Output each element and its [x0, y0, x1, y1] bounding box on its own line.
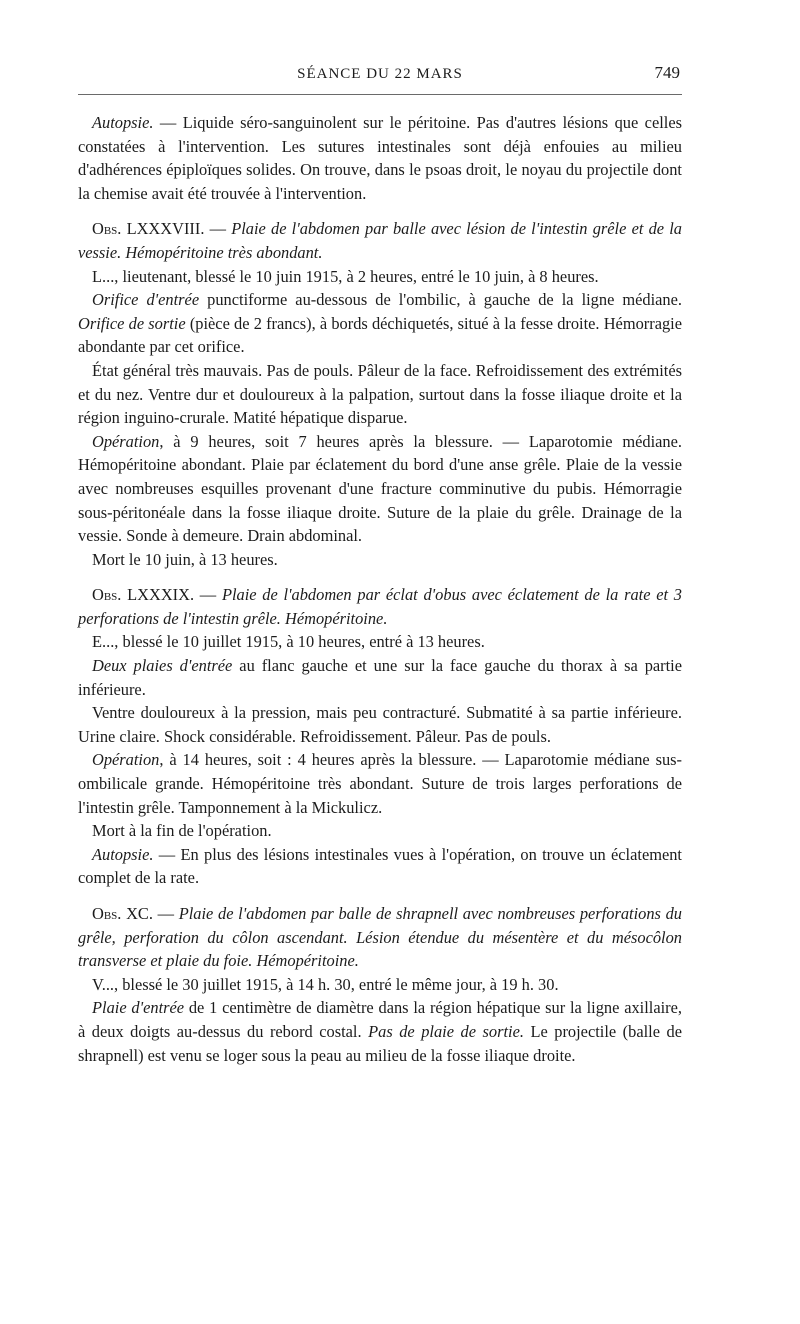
patient-line: L..., lieutenant, blessé le 10 juin 1915, à 2 heures, entré le 10 juin, à 8 heures. — [92, 266, 599, 286]
death-line: Mort à la fin de l'opération. — [92, 821, 272, 841]
page-header — [78, 60, 682, 95]
operation-text: , à 9 heures, soit 7 heures après la blessure. — Laparotomie médiane. Hémopéritoine abondant. Plaie par éclatement du bord d'une anse grêle. Plaie de la vessie avec nombreuses esquilles provenant d'une fracture comminutive du pubis. Hémorragie sous-péritonéale dans la fosse iliaque droite. Suture de la plaie du grêle. Drainage de la vessie. Sonde à demeure. Drain abdominal. — [78, 431, 682, 546]
observation-90-heading — [78, 902, 682, 973]
wounds-text: au flanc gauche et une sur la face gauche du thorax à sa partie inférieure. — [78, 656, 682, 699]
entry-wound-paragraph — [78, 288, 682, 359]
patient-line: V..., blessé le 30 juillet 1915, à 14 h. 30, entré le même jour, à 19 h. 30. — [92, 974, 559, 994]
observation-title: Plaie de l'abdomen par balle de shrapnell avec nombreuses perforations du grêle, perforation du côlon ascendant. Lésion étendue du mésentère et du mésocôlon transverse et plaie du foie. Hémopéritoine. — [78, 904, 682, 971]
autopsy-lead: Autopsie. — [92, 844, 154, 864]
dash: — — [194, 585, 222, 605]
exit-text: (pièce de 2 francs), à bords déchiquetés, situé à la fesse droite. Hémorragie abondante par cet orifice. — [78, 313, 682, 357]
autopsy-lead: Autopsie. — [92, 113, 154, 132]
observation-label: Obs. LXXXVIII. — [92, 219, 205, 239]
operation-paragraph — [78, 748, 682, 819]
death-line: Mort le 10 juin, à 13 heures. — [92, 549, 278, 569]
no-exit-wound: Pas de plaie de sortie. — [368, 1021, 524, 1041]
document-page — [78, 60, 682, 1067]
entry-wound-paragraph — [78, 996, 682, 1067]
observation-89-heading — [78, 583, 682, 630]
operation-paragraph — [78, 430, 682, 548]
observation-label: Obs. LXXXIX. — [92, 585, 195, 605]
wounds-paragraph — [78, 654, 682, 701]
operation-lead: Opération — [92, 431, 160, 451]
autopsy-paragraph — [78, 111, 682, 205]
general-state-paragraph: État général très mauvais. Pas de pouls. Pâleur de la face. Refroidissement des extrémités et du nez. Ventre dur et douloureux à la palpation, surtout dans la fosse iliaque droite et la région inguino-crurale. Matité hépatique disparue. — [78, 360, 682, 428]
observation-title: Plaie de l'abdomen par balle avec lésion de l'intestin grêle et de la vessie. Hémopéritoine très abondant. — [78, 219, 683, 262]
observation-title: Plaie de l'abdomen par éclat d'obus avec éclatement de la rate et 3 perforations de l'intestin grêle. Hémopéritoine. — [78, 585, 682, 628]
dash: — — [204, 219, 232, 239]
running-head: SÉANCE DU 22 MARS — [297, 66, 463, 82]
observation-label: Obs. XC. — [92, 904, 153, 923]
entry-text: de 1 centimètre de diamètre dans la région hépatique sur la ligne axillaire, à deux doigts au-dessus du rebord costal. — [78, 998, 682, 1041]
projectile-text: Le projectile (balle de shrapnell) est venu se loger sous la peau au milieu de la fosse iliaque droite. — [78, 1021, 682, 1065]
autopsy-paragraph — [78, 843, 682, 890]
wounds-lead: Deux plaies d'entrée — [92, 656, 233, 676]
observation-88-heading — [78, 217, 682, 264]
entry-text: punctiforme au-dessous de l'ombilic, à gauche de la ligne médiane. — [199, 290, 682, 310]
dash: — — [152, 904, 179, 923]
entry-lead: Orifice d'entrée — [92, 290, 200, 310]
exit-lead: Orifice de sortie — [78, 313, 186, 333]
autopsy-text: — Liquide séro-sanguinolent sur le péritoine. Pas d'autres lésions que celles constatées à l'intervention. Les sutures intestinales sont déjà enfouies au milieu d'adhérences épiploïques solides. On trouve, dans le psoas droit, le noyau du projectile dont la chemise avait été trouvée à l'intervention. — [78, 113, 682, 203]
patient-line: E..., blessé le 10 juillet 1915, à 10 heures, entré à 13 heures. — [92, 632, 485, 652]
general-state-paragraph: Ventre douloureux à la pression, mais peu contracturé. Submatité à sa partie inférieure. Urine claire. Shock considérable. Refroidissement. Pâleur. Pas de pouls. — [78, 703, 682, 746]
operation-text: , à 14 heures, soit : 4 heures après la blessure. — Laparotomie médiane sus-ombilicale grande. Hémopéritoine très abondant. Suture de trois larges perforations de l'intestin grêle. Tamponnement à la Mickulicz. — [78, 750, 682, 817]
autopsy-text: — En plus des lésions intestinales vues à l'opération, on trouve un éclatement complet de la rate. — [78, 844, 682, 888]
operation-lead: Opération — [92, 750, 160, 770]
page-number: 749 — [654, 63, 680, 82]
entry-lead: Plaie d'entrée — [92, 998, 185, 1018]
page-body — [78, 111, 682, 1067]
